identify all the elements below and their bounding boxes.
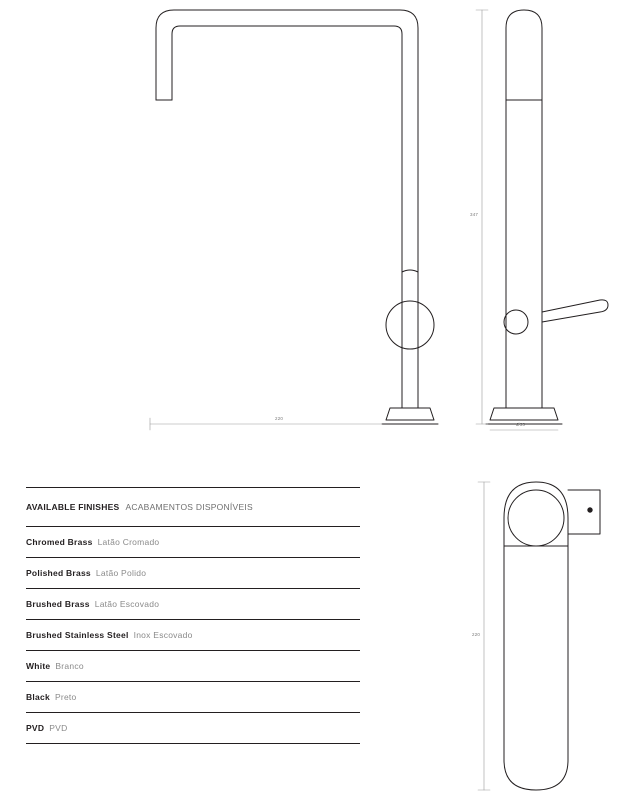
finishes-title-alt: ACABAMENTOS DISPONÍVEIS [125, 502, 253, 512]
finish-row-black [26, 682, 360, 712]
finish-row-white [26, 651, 360, 681]
finish-name-alt: Latão Polido [95, 568, 147, 578]
handle-lever [542, 300, 608, 322]
side-elevation-drawing [460, 0, 623, 440]
finish-row-pvd [26, 713, 360, 743]
finish-name-alt: Latão Escovado [94, 599, 160, 609]
finish-name: Black [26, 692, 50, 702]
finish-name-alt: Branco [55, 661, 84, 671]
front-width-dimension-label: 220 [275, 416, 284, 421]
base-flange [386, 408, 434, 420]
spout-inner-path [172, 26, 402, 272]
side-height-dimension [476, 10, 488, 424]
finish-name: Chromed Brass [26, 537, 93, 547]
finish-name: Brushed Brass [26, 599, 90, 609]
top-depth-dimension-label: 220 [472, 632, 481, 637]
finish-name-alt: Preto [54, 692, 77, 702]
plan-handle-block [568, 490, 600, 534]
spout-outer-path [156, 10, 418, 272]
finish-name: White [26, 661, 51, 671]
finish-name-alt: Latão Cromado [97, 537, 160, 547]
side-base-dimension-label: Ø55 [516, 422, 526, 427]
plan-view-drawing [450, 460, 623, 800]
finish-row-chromed-brass [26, 527, 360, 557]
plan-spout-circle [508, 490, 564, 546]
side-spout-top [506, 10, 542, 100]
finishes-title: AVAILABLE FINISHES [26, 502, 120, 512]
finish-name: Polished Brass [26, 568, 91, 578]
side-base-flange [490, 408, 558, 420]
finish-name: Brushed Stainless Steel [26, 630, 129, 640]
front-width-dimension [150, 418, 382, 430]
finishes-table-header [26, 488, 360, 526]
finish-row-brushed-stainless-steel [26, 620, 360, 650]
plan-body-outline [504, 482, 568, 790]
table-rule [26, 743, 360, 744]
finish-name: PVD [26, 723, 45, 733]
finish-row-brushed-brass [26, 589, 360, 619]
front-elevation-drawing [120, 0, 470, 440]
available-finishes-table [26, 487, 360, 744]
side-height-dimension-label: 347 [470, 212, 479, 217]
lever-pivot-circle [386, 301, 434, 349]
side-pivot-circle [504, 310, 528, 334]
finish-row-polished-brass [26, 558, 360, 588]
plan-handle-dot [588, 508, 592, 512]
finish-name-alt: PVD [49, 723, 68, 733]
body-top-cap [402, 270, 418, 272]
finish-name-alt: Inox Escovado [133, 630, 193, 640]
